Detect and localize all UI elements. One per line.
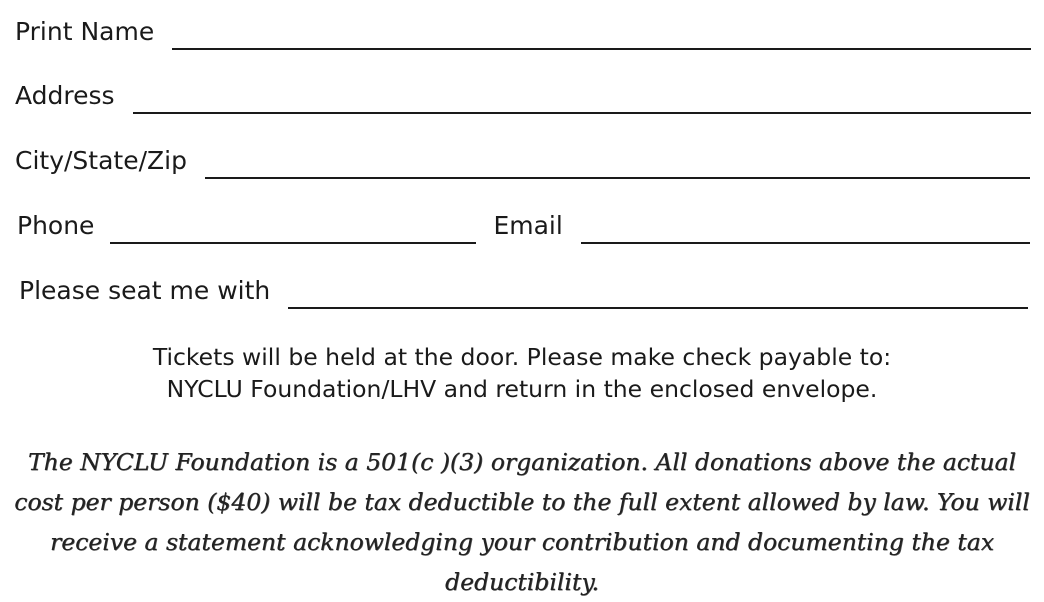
email-label: Email [493, 211, 563, 240]
phone-label: Phone [17, 211, 95, 240]
seat-with-label: Please seat me with [19, 276, 271, 305]
tax-statement-line-4: deductibility. [445, 568, 599, 596]
print-name-label: Print Name [15, 17, 155, 46]
address-field[interactable] [133, 112, 1031, 114]
print-name-row [15, 14, 1031, 54]
address-row [15, 78, 1031, 118]
tax-statement [10, 442, 1034, 602]
ticket-notice-line-2: NYCLU Foundation/LHV and return in the enclosed envelope. [166, 375, 878, 403]
phone-email-row [17, 208, 1030, 248]
email-field[interactable] [581, 242, 1030, 244]
address-label: Address [15, 81, 115, 110]
city-state-zip-field[interactable] [205, 177, 1030, 179]
print-name-field[interactable] [172, 48, 1031, 50]
seat-with-row [19, 273, 1028, 313]
tax-statement-line-1: The NYCLU Foundation is a 501(c )(3) organization. All donations above the actual [27, 448, 1017, 476]
phone-field[interactable] [110, 242, 476, 244]
city-state-zip-label: City/State/Zip [15, 146, 187, 175]
tax-statement-line-2: cost per person ($40) will be tax deductible to the full extent allowed by law. You will [14, 488, 1030, 516]
ticket-notice-line-1: Tickets will be held at the door. Please make check payable to: [152, 343, 892, 371]
city-state-zip-row [15, 143, 1030, 183]
seat-with-field[interactable] [288, 307, 1028, 309]
tax-statement-line-3: receive a statement acknowledging your contribution and documenting the tax [50, 528, 994, 556]
